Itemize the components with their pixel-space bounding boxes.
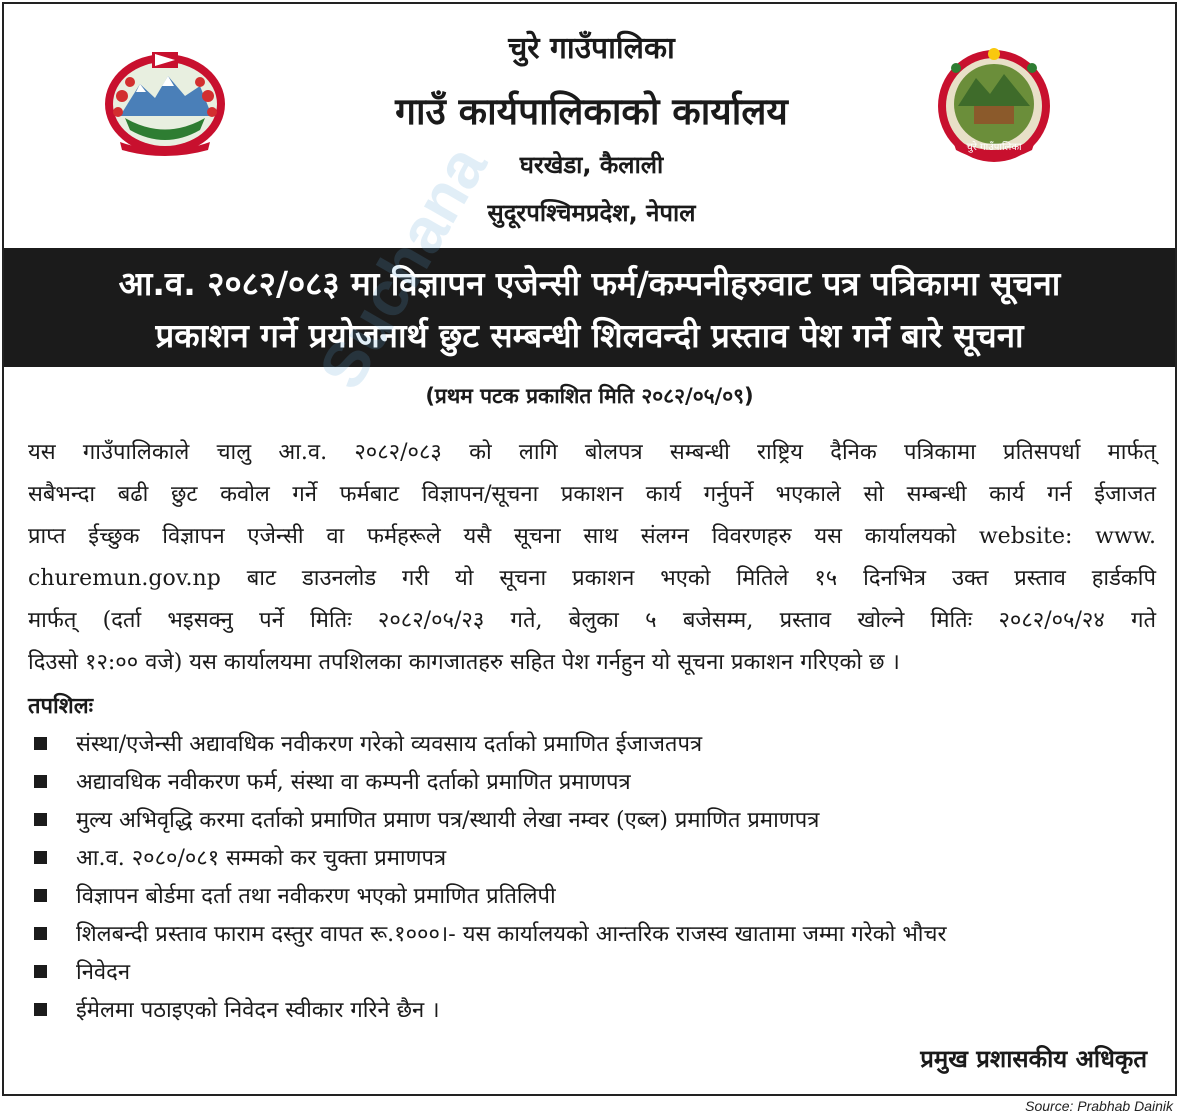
square-bullet-icon — [34, 965, 47, 978]
list-item-text: आ.व. २०८०/०८१ सम्मको कर चुक्ता प्रमाणपत्र — [76, 846, 447, 871]
notice-title-line-1: आ.व. २०८२/०८३ मा विज्ञापन एजेन्सी फर्म/कम्पनीहरुवाट पत्र पत्रिकामा सूचना — [118, 264, 1061, 303]
list-item-text: ईमेलमा पठाइएको निवेदन स्वीकार गरिने छैन । — [76, 998, 440, 1023]
list-item-text: निवेदन — [76, 960, 131, 985]
list-item — [34, 956, 1164, 994]
body-line: प्राप्त ईच्छुक विज्ञापन एजेन्सी वा फर्महरूले यसै सूचना साथ संलग्न विवरणहरु यस कार्यालयको website: www. — [28, 524, 1156, 549]
municipality-name: चुरे गाउँपालिका — [508, 31, 675, 66]
list-item — [34, 766, 1164, 804]
right-emblem-text: चुरे गाउँपालिका — [966, 142, 1022, 153]
list-item — [34, 994, 1164, 1032]
notice-title-banner — [4, 248, 1175, 367]
square-bullet-icon — [34, 927, 47, 940]
square-bullet-icon — [34, 775, 47, 788]
body-line: यस गाउँपालिकाले चालु आ.व. २०८२/०८३ को लागि बोलपत्र सम्बन्धी राष्ट्रिय दैनिक पत्रिकामा प्रतिसपर्धा मार्फत् — [28, 440, 1156, 465]
body-line: churemun.gov.np बाट डाउनलोड गरी यो सूचना प्रकाशन भएको मितिले १५ दिनभित्र उक्त प्रस्ताव हार्डकपि — [28, 566, 1156, 591]
published-date: (प्रथम पटक प्रकाशित मिति २०८२/०५/०९) — [425, 384, 754, 408]
office-province: सुदूरपश्चिमप्रदेश, नेपाल — [487, 199, 696, 227]
list-item-text: शिलबन्दी प्रस्ताव फाराम दस्तुर वापत रू.१०००।- यस कार्यालयको आन्तरिक राजस्व खातामा जम्मा गरेको भौचर — [76, 922, 947, 947]
notice-frame — [2, 2, 1177, 1096]
list-item-text: मुल्य अभिवृद्धि करमा दर्ताको प्रमाणित प्रमाण पत्र/स्थायी लेखा नम्वर (एब्ल) प्रमाणित प्रमाणपत्र — [76, 808, 820, 833]
square-bullet-icon — [34, 889, 47, 902]
list-item — [34, 842, 1164, 880]
body-line: मार्फत् (दर्ता भइसक्नु पर्ने मितिः २०८२/०५/२३ गते, बेलुका ५ बजेसम्म, प्रस्ताव खोल्ने मितिः २०८२/०५/२४ गते — [28, 608, 1156, 633]
list-item — [34, 804, 1164, 842]
notice-title-line-2: प्रकाशन गर्ने प्रयोजनार्थ छुट सम्बन्धी शिलवन्दी प्रस्ताव पेश गर्ने बारे सूचना — [155, 316, 1024, 355]
notice-header — [4, 4, 1179, 248]
signatory-title: प्रमुख प्रशासकीय अधिकृत — [920, 1045, 1147, 1073]
square-bullet-icon — [34, 737, 47, 750]
body-line: दिउसो १२:०० वजे) यस कार्यालयमा तपशिलका कागजातहरु सहित पेश गर्नहुन यो सूचना प्रकाशन गरिएको छ । — [28, 650, 900, 675]
list-item-text: विज्ञापन बोर्डमा दर्ता तथा नवीकरण भएको प्रमाणित प्रतिलिपी — [76, 884, 556, 909]
office-name: गाउँ कार्यपालिकाको कार्यालय — [395, 90, 788, 133]
list-item-text: संस्था/एजेन्सी अद्यावधिक नवीकरण गरेको व्यवसाय दर्ताको प्रमाणित ईजाजतपत्र — [76, 732, 703, 757]
square-bullet-icon — [34, 1003, 47, 1016]
office-location: घरखेडा, कैलाली — [519, 151, 664, 179]
body-line: सबैभन्दा बढी छुट कवोल गर्ने फर्मबाट विज्ञापन/सूचना प्रकाशन कार्य गर्नुपर्ने भएकाले सो सम्बन्धी कार्य गर्न ईजाजत — [28, 482, 1156, 507]
list-item — [34, 918, 1164, 956]
square-bullet-icon — [34, 813, 47, 826]
list-item — [34, 880, 1164, 918]
square-bullet-icon — [34, 851, 47, 864]
source-credit: Source: Prabhab Dainik — [1025, 1098, 1173, 1114]
details-label: तपशिलः — [28, 693, 94, 719]
list-item-text: अद्यावधिक नवीकरण फर्म, संस्था वा कम्पनी दर्ताको प्रमाणित प्रमाणपत्र — [76, 770, 631, 795]
requirements-list — [34, 728, 1164, 1032]
list-item — [34, 728, 1164, 766]
